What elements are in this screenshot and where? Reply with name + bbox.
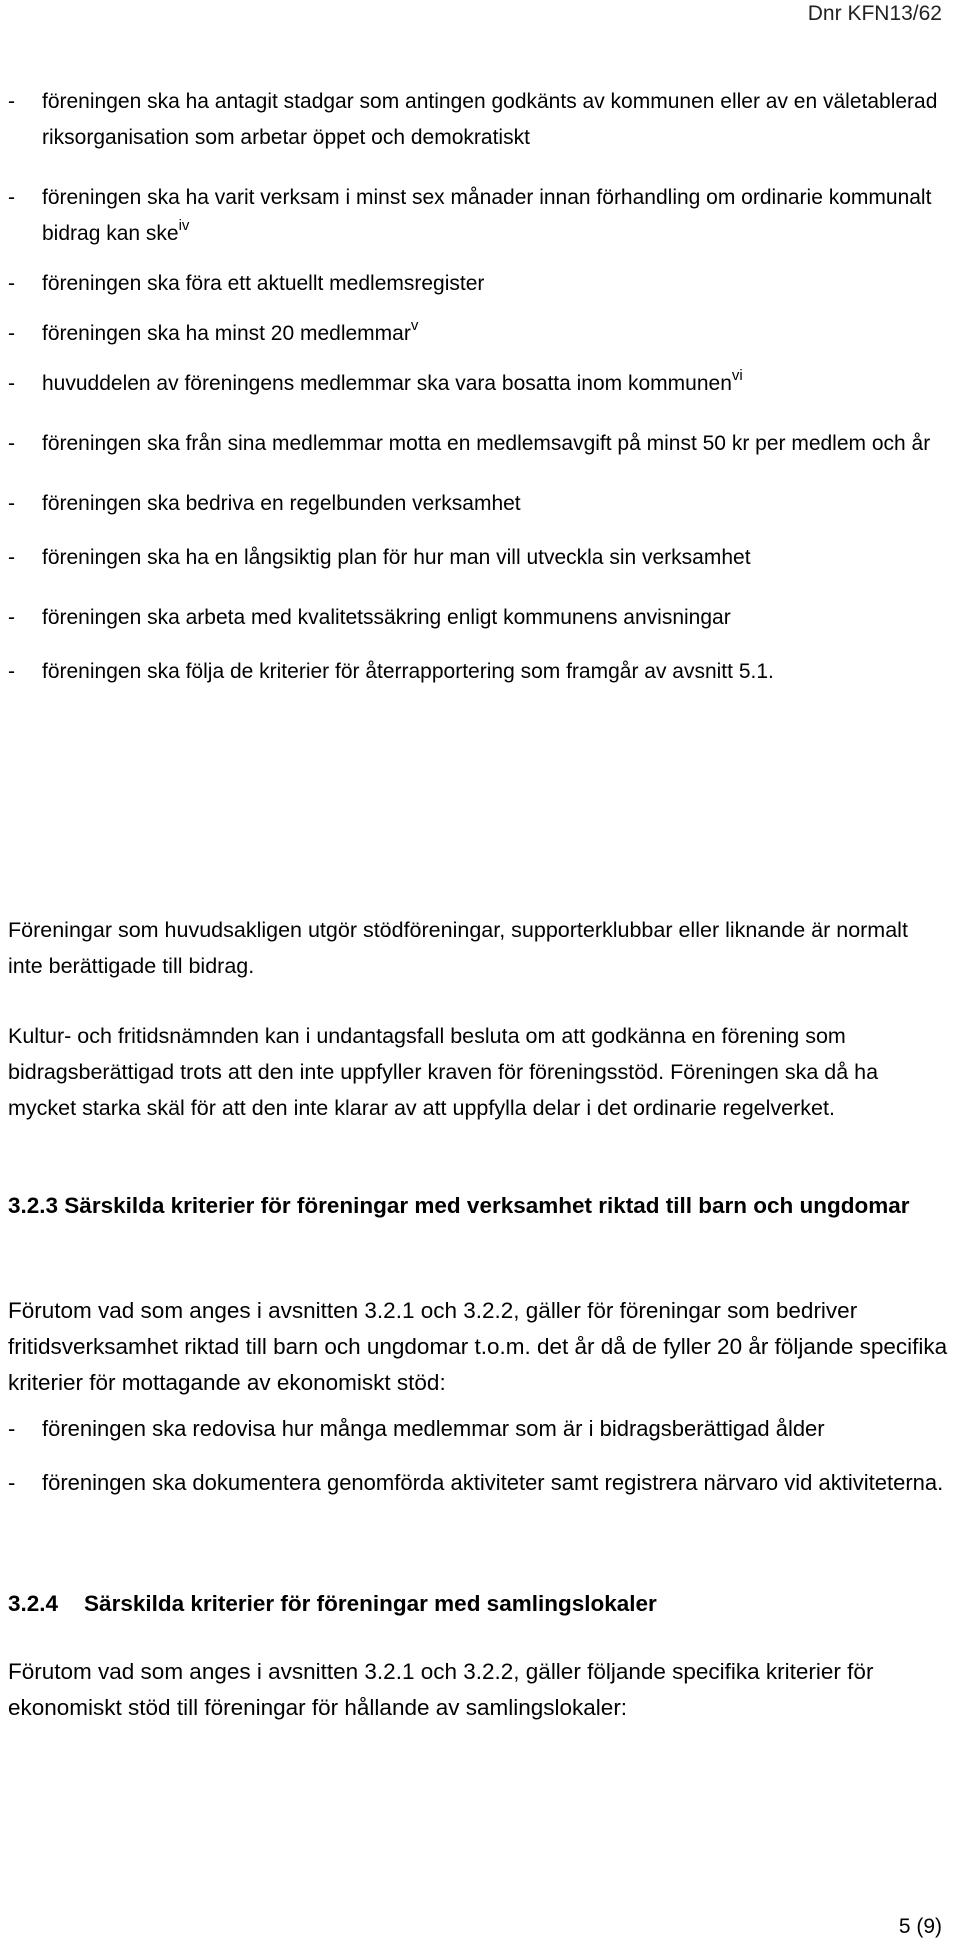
- list-item-text: [42, 546, 751, 569]
- list-item: [8, 540, 948, 576]
- list-item-text: [42, 317, 419, 345]
- list-item: [8, 1411, 948, 1447]
- list-item-text: [42, 186, 931, 245]
- list-item-label: föreningen ska ha minst 20 medlemmar: [42, 322, 411, 345]
- list-item-text: [42, 90, 937, 149]
- list-item-label: föreningen ska redovisa hur många medlemmar som är i bidragsberättigad ålder: [42, 1416, 825, 1441]
- list-dash: -: [8, 1470, 16, 1495]
- paragraph-support-clubs: Föreningar som huvudsakligen utgör stödföreningar, supporterklubbar eller liknande är normalt inte berättigade till bidrag.: [8, 918, 908, 978]
- section-3-2-3-intro: Förutom vad som anges i avsnitten 3.2.1 och 3.2.2, gäller för föreningar som bedriver fritidsverksamhet riktad till barn och ungdomar t.o.m. det år då de fyller 20 år följande specifika kriterier för mottagande av ekonomiskt stöd:: [8, 1298, 948, 1395]
- list-item-label: föreningen ska ha varit verksam i minst sex månader innan förhandling om ordinarie kommunalt bidrag kan ske: [42, 186, 932, 245]
- list-dash: -: [8, 272, 15, 295]
- list-item-label: föreningen ska från sina medlemmar motta en medlemsavgift på minst 50 kr per medlem och år: [42, 432, 931, 455]
- list-item: [8, 84, 948, 156]
- section-3-2-3-list: [8, 1411, 948, 1519]
- list-item: [8, 486, 948, 522]
- list-dash: -: [8, 322, 15, 345]
- list-item-label: föreningen ska följa de kriterier för återrapportering som framgår av avsnitt 5.1.: [42, 660, 774, 683]
- list-item: [8, 654, 948, 690]
- list-item-text: [42, 660, 774, 683]
- footnote-marker: vi: [731, 367, 743, 384]
- page-number: 5 (9): [898, 1915, 942, 1938]
- list-item-text: [42, 272, 484, 295]
- list-dash: -: [8, 492, 15, 515]
- list-item-label: föreningen ska ha en långsiktig plan för hur man vill utveckla sin verksamhet: [42, 546, 751, 569]
- list-item-label: föreningen ska dokumentera genomförda aktiviteter samt registrera närvaro vid aktiviteterna.: [42, 1470, 944, 1495]
- list-item-text: [42, 432, 930, 455]
- section-3-2-4-intro: Förutom vad som anges i avsnitten 3.2.1 och 3.2.2, gäller följande specifika kriterier för ekonomiskt stöd till föreningar för hållande av samlingslokaler:: [8, 1659, 874, 1720]
- list-dash: -: [8, 606, 15, 629]
- list-dash: -: [8, 372, 15, 395]
- list-dash: -: [8, 660, 15, 683]
- list-item: [8, 1465, 948, 1501]
- list-item: [8, 600, 948, 636]
- list-dash: -: [8, 432, 15, 455]
- list-item: [8, 316, 948, 352]
- paragraph-exception: Kultur- och fritidsnämnden kan i undantagsfall besluta om att godkänna en förening som bidragsberättigad trots att den inte uppfyller kraven för föreningsstöd. Föreningen ska då ha mycket starka skäl för att den inte klarar av att uppfylla delar i det ordinarie regelverket.: [8, 1024, 879, 1120]
- document-reference: Dnr KFN13/62: [807, 2, 942, 25]
- list-dash: -: [8, 90, 15, 113]
- list-item-label: föreningen ska bedriva en regelbunden verksamhet: [42, 492, 521, 515]
- list-item: [8, 266, 948, 302]
- footnote-marker: iv: [178, 217, 190, 234]
- list-item: [8, 180, 948, 252]
- list-item-text: [42, 606, 731, 629]
- list-item-label: föreningen ska arbeta med kvalitetssäkring enligt kommunens anvisningar: [42, 606, 731, 629]
- list-dash: -: [8, 1416, 16, 1441]
- criteria-list: [8, 84, 948, 690]
- list-item: [8, 426, 948, 462]
- list-item-label: föreningen ska föra ett aktuellt medlemsregister: [42, 272, 485, 295]
- section-heading-3-2-4: [8, 1586, 948, 1622]
- list-dash: -: [8, 186, 15, 209]
- section-title: Särskilda kriterier för föreningar med samlingslokaler: [84, 1591, 657, 1616]
- footnote-marker: v: [410, 317, 419, 334]
- list-dash: -: [8, 546, 15, 569]
- list-item-text: [42, 367, 743, 395]
- section-number: 3.2.4: [8, 1591, 59, 1616]
- list-item-label: huvuddelen av föreningens medlemmar ska vara bosatta inom kommunen: [42, 372, 732, 395]
- list-item: [8, 366, 948, 402]
- list-item-text: [42, 492, 521, 515]
- section-heading-3-2-3: 3.2.3 Särskilda kriterier för föreningar med verksamhet riktad till barn och ungdomar: [8, 1193, 910, 1218]
- list-item-label: föreningen ska ha antagit stadgar som antingen godkänts av kommunen eller av en väletablerad riksorganisation som arbetar öppet och demokratiskt: [42, 90, 938, 149]
